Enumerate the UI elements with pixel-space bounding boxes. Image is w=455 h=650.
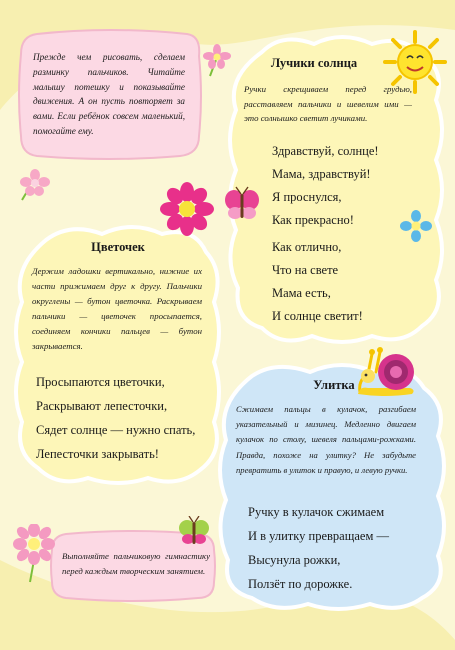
poem-line: Ползёт по дорожке. (248, 577, 353, 591)
tip-text: Выполняйте пальчиковую гимнастику перед каждым творческим занятием. (62, 551, 210, 576)
sun-rhyme-poem (272, 140, 379, 328)
poem-line: Мама есть, (272, 286, 331, 300)
sun-rhyme-title: Лучики солнца (270, 56, 358, 70)
snail-rhyme-instruction: Сжимаем пальцы в кулачок, разгибаем указательный и мизинец. Медленно двигаем кулачок по столу, шевеля пальцами-рожками. Правда, похоже на улитку? Не забудьте превратить в улиток и правую, и левую ручки. (236, 404, 416, 475)
poem-line: Раскрывают лепесточки, (36, 399, 168, 413)
flower-icon (202, 44, 232, 78)
flower-icon (160, 182, 214, 238)
poem-line: Как прекрасно! (272, 213, 354, 227)
poem-line: Мама, здравствуй! (272, 167, 371, 181)
poem-line: Просыпаются цветочки, (36, 375, 165, 389)
flower-icon (12, 524, 58, 584)
poem-line: Что на свете (272, 263, 339, 277)
snail-rhyme-title: Улитка (313, 378, 355, 392)
poem-line: И в улитку превращаем — (248, 529, 389, 543)
sun-icon (383, 30, 447, 94)
poem-line: Сядет солнце — нужно спать, (36, 423, 196, 437)
snail-icon (354, 340, 418, 400)
poem-line: Ручку в кулачок сжимаем (248, 505, 385, 519)
flower-icon (18, 168, 52, 202)
flower-rhyme-poem (36, 370, 195, 466)
poem-line: Здравствуй, солнце! (272, 144, 379, 158)
poem-line: Как отлично, (272, 240, 342, 254)
snail-rhyme-poem (248, 500, 389, 596)
poem-line: И солнце светит! (272, 309, 363, 323)
poem-line: Лепесточки закрывать! (36, 447, 159, 461)
intro-text: Прежде чем рисовать, сделаем разминку пальчиков. Читайте малышу потешку и показывайте движения. А он пусть повторяет за вами. Если ребёнок совсем маленький, помогайте ему. (33, 52, 185, 136)
poem-line: Высунула рожки, (248, 553, 341, 567)
poem-line: Я проснулся, (272, 190, 342, 204)
flower-rhyme-title: Цветочек (91, 240, 145, 254)
flower-icon (400, 210, 432, 242)
flower-rhyme-instruction: Держим ладошки вертикально, нижние их части прижимаем друг к другу. Пальчики округлены — бутон цветочка. Раскрываем пальчики — цветочек просыпается, соединяем кончики пальцев — бутон закрывается. (32, 266, 202, 351)
sun-rhyme-instruction: Ручки скрещиваем перед грудью, расставляем пальчики и шевелим ими — это солнышко светит лучиками. (244, 84, 412, 123)
butterfly-icon (224, 186, 260, 222)
butterfly-icon (178, 516, 210, 548)
